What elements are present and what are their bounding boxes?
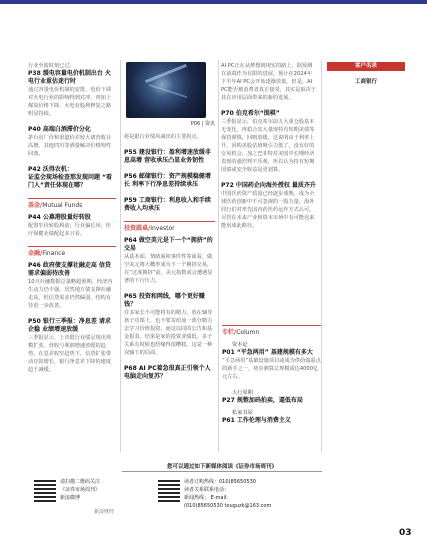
intro-text: AI PC正在从梦想到现实的路上。据预测在前端作为有限的进展。预计在2024年下半年AI PC会开始逐渐放量。但是，AI PC能否被消费者真正接受，其实是取决于其在应用层面带来的新的进展。 xyxy=(221,63,316,101)
entry-title: 伯克希尔“围棋” xyxy=(235,110,280,117)
section-header-fund: 基金/Mutual Funds xyxy=(28,198,116,210)
page-ref: P50 xyxy=(28,318,41,325)
page-ref: P44 xyxy=(28,214,41,221)
intro-text: 行业至暗时刻已过。 xyxy=(28,63,75,69)
page-ref: P55 xyxy=(124,149,137,156)
toc-entry[interactable] xyxy=(28,70,116,118)
toc-column-1 xyxy=(28,62,116,382)
toc-column-2 xyxy=(124,62,215,389)
page-ref: P40 xyxy=(28,126,41,133)
footer-contact xyxy=(184,478,334,510)
page-ref: P42 xyxy=(28,166,41,173)
client-list-header: 客户名录 xyxy=(327,62,405,71)
toc-entry[interactable] xyxy=(221,110,317,174)
entry-title: “平急两用” 基建规模有多大 xyxy=(236,349,313,356)
footer-title: 您可以通过如下新媒体阅读《证券市场周刊》 xyxy=(122,462,322,472)
toc-entry[interactable] xyxy=(124,149,215,165)
page-ref: P61 xyxy=(222,417,235,424)
section-header-investor: 投资圆桌/Investor xyxy=(124,221,215,233)
page-ref: P56 xyxy=(124,173,137,180)
page-ref: P72 xyxy=(221,182,234,189)
footer-text: (010)85650530 touguzk@163.com xyxy=(184,503,272,509)
entry-body: “平急两用”基础设施项目或成为供给端重点的新手之一。初步测算总规模或达4000亿元左右。 xyxy=(222,358,321,380)
entry-title: 邮储银行：资产规模稳健增长 利率下行净息差持续承压 xyxy=(124,173,211,188)
page-ref: P65 xyxy=(124,293,137,300)
page-number: 03 xyxy=(399,528,412,538)
section-header-finance: 金融/Finance xyxy=(28,246,116,258)
toc-entry[interactable] xyxy=(124,173,215,189)
entry-body: 中国医药资产质量已经逐步成熟，成为全球医药创新中不可忽视的一股力量，海外同行们对率先国内药医药运作方式认可。尽管在未来产业和资本市场中有可能迟来能用成此路径。 xyxy=(221,191,315,229)
page-ref: P46 xyxy=(28,262,41,269)
entry-body: 三季报显示，上市银行业绩呈现出规模扩张、营收与利润增速放缓的趋势。在息差收窄趋势下，信贷扩张带动存款增长，银行净息差下降的速度趋于减缓。 xyxy=(28,335,112,373)
footer xyxy=(0,462,427,526)
section-cn: 投资圆桌 xyxy=(124,225,149,232)
entry-title: 沃得农机： xyxy=(42,166,73,173)
section-cn: 基金 xyxy=(28,202,41,209)
qr-code-icon[interactable] xyxy=(34,480,56,502)
entry-body: 从基本面、情绪面和事件性等面看，做空美元将大概率成为下一个拥挤交易，在“过度拥挤”前，美元指数或会遭遇显著的下行压力。 xyxy=(124,254,213,284)
page-ref: P27 xyxy=(222,397,235,404)
section-header-column: 专栏/Column xyxy=(222,325,321,337)
entry-title: 公募港股量好转股 xyxy=(42,214,91,221)
section-cn: 专栏 xyxy=(222,329,235,336)
entry-body: 10月社融数据总量略超预期。经济内生动力仍不强，居然地方债支撑社融走高，但信贷需求仍然偏弱，结构有待进一步改善。 xyxy=(28,279,113,309)
footer-text: 请扫描二维码关注 xyxy=(60,479,101,485)
entry-title: 工商银行：利息收入和手续费收入均承压 xyxy=(124,197,211,212)
section-cn: 金融 xyxy=(28,250,41,257)
entry-title: 做空美元是下一个“拥挤”的交易 xyxy=(124,237,213,252)
column-divider xyxy=(218,60,219,452)
toc-entry[interactable] xyxy=(221,182,317,230)
cover-photo xyxy=(126,62,206,118)
column-section xyxy=(222,325,321,433)
entry-title: 建设银行：盈利增速放缓非息高增 营收承压凸显业务韧性 xyxy=(124,149,211,164)
entry-title: 银行三季报：净息差 请求企稳 业绩增速放缓 xyxy=(28,318,111,333)
entry-title: 政府债支撑社融走高 信贷需求偏弱待改善 xyxy=(28,262,111,277)
toc-entry[interactable] xyxy=(222,417,321,425)
entry-body: 茅台出厂价和渠道价差较大诸营收目高增。其他四川等酒量解决价格理性回落。 xyxy=(28,135,112,157)
qr-code-icon[interactable] xyxy=(158,480,180,502)
footer-text: 读者订购热线：010)85650530 xyxy=(184,479,256,485)
entry-title: AI PC着急很真正引领个人电脑走向复苏？ xyxy=(124,365,211,380)
column-divider xyxy=(120,60,121,452)
section-en: Column xyxy=(236,329,260,336)
toc-column-3 xyxy=(221,62,317,238)
weibo-brand: 新浪财经 xyxy=(94,509,115,515)
page-ref: P01 xyxy=(222,349,235,356)
column-divider xyxy=(321,60,322,452)
page-ref: P68 xyxy=(124,365,137,372)
column-label: 大行周期 xyxy=(232,390,253,396)
entry-body: 配置窄价转股利前；行业偏长风；医疗保健业绩配起多且看。 xyxy=(28,223,112,237)
footer-text: 新浪微博 xyxy=(60,495,81,501)
toc-entry[interactable] xyxy=(124,365,215,381)
intro-text: 将是银行业绩风减出的主要拐点。 xyxy=(124,134,202,140)
page-ref: P70 xyxy=(221,110,234,117)
footer-text: 《证券市场周刊》 xyxy=(60,487,101,493)
entry-subtitle: 证监会现场检查那发现问题 “看门人”责任体现在哪？ xyxy=(28,174,113,189)
page-ref: P59 xyxy=(124,197,137,204)
toc-entry[interactable] xyxy=(124,293,215,357)
toc-entry[interactable] xyxy=(124,197,215,213)
toc-entry[interactable] xyxy=(28,318,116,374)
footer-left xyxy=(60,478,120,502)
entry-body: 通过容量电价机制的安排，电价下调对火电行业的影响得到对冲，再加上煤炭价格下降，火电业股利修复之路明显持续。 xyxy=(28,87,112,117)
entry-body: 三季报显示，伯克希尔前五大重仓股基本无变化，再稳合其大量现持有短期美债等保持谨慎，回购放缓。这说明由于利率上升，回购美股估值吸引力低了，没有好的交易机会，加之巴菲特对美国中长期经济表现的强烈判不乐观，所以认为持有短期国债或安全收益是更划算。 xyxy=(221,119,315,173)
section-en: Mutual Funds xyxy=(42,202,83,209)
page-ref: P64 xyxy=(124,237,137,244)
toc-entry[interactable] xyxy=(28,126,116,158)
top-accent-bar xyxy=(0,0,427,4)
section-en: Investor xyxy=(150,225,175,232)
footer-text: 读者关系联系电话： xyxy=(184,487,230,493)
toc-column-4 xyxy=(327,62,405,89)
toc-entry[interactable] xyxy=(28,214,116,238)
footer-text: 新闻热线： E-mail: xyxy=(184,495,228,501)
toc-entry[interactable] xyxy=(222,349,321,381)
entry-title: 中国药企向海外授权 量质齐升 xyxy=(235,182,316,189)
entry-title: 高端白酒滞价分化 xyxy=(42,126,91,133)
toc-entry[interactable] xyxy=(222,397,321,405)
entry-title: 缓电容量电价机制出台 火电行业重估迷行时 xyxy=(28,70,111,85)
column-label: 资本论 xyxy=(232,342,248,348)
toc-entry[interactable] xyxy=(124,237,215,285)
client-list-item[interactable]: 工商银行 xyxy=(354,79,377,85)
entry-title: 工作伦理与消费主义 xyxy=(236,417,291,424)
toc-entry[interactable] xyxy=(28,262,116,310)
section-en: Finance xyxy=(42,250,66,257)
column-label: 私家书屋 xyxy=(232,410,253,416)
entry-title: 规整加码拍卖，逼低布局 xyxy=(236,397,303,404)
toc-entry[interactable] xyxy=(28,166,116,190)
entry-body: 许多家长不可能将有的精力、放在辅导孩子功课上，也不要寄给加一部分精力去学习价值投资。而这以同的公告和基金报表，结果是家的投资业绩低，多子关系有时候也结缘得很糟糕，这是一种双输下的局面。 xyxy=(124,310,213,356)
page-ref: P38 xyxy=(28,70,41,77)
entry-title: 投资和网线，哪个更好赚钱？ xyxy=(124,293,205,308)
photo-caption: P06 | 资讯 xyxy=(190,121,215,127)
